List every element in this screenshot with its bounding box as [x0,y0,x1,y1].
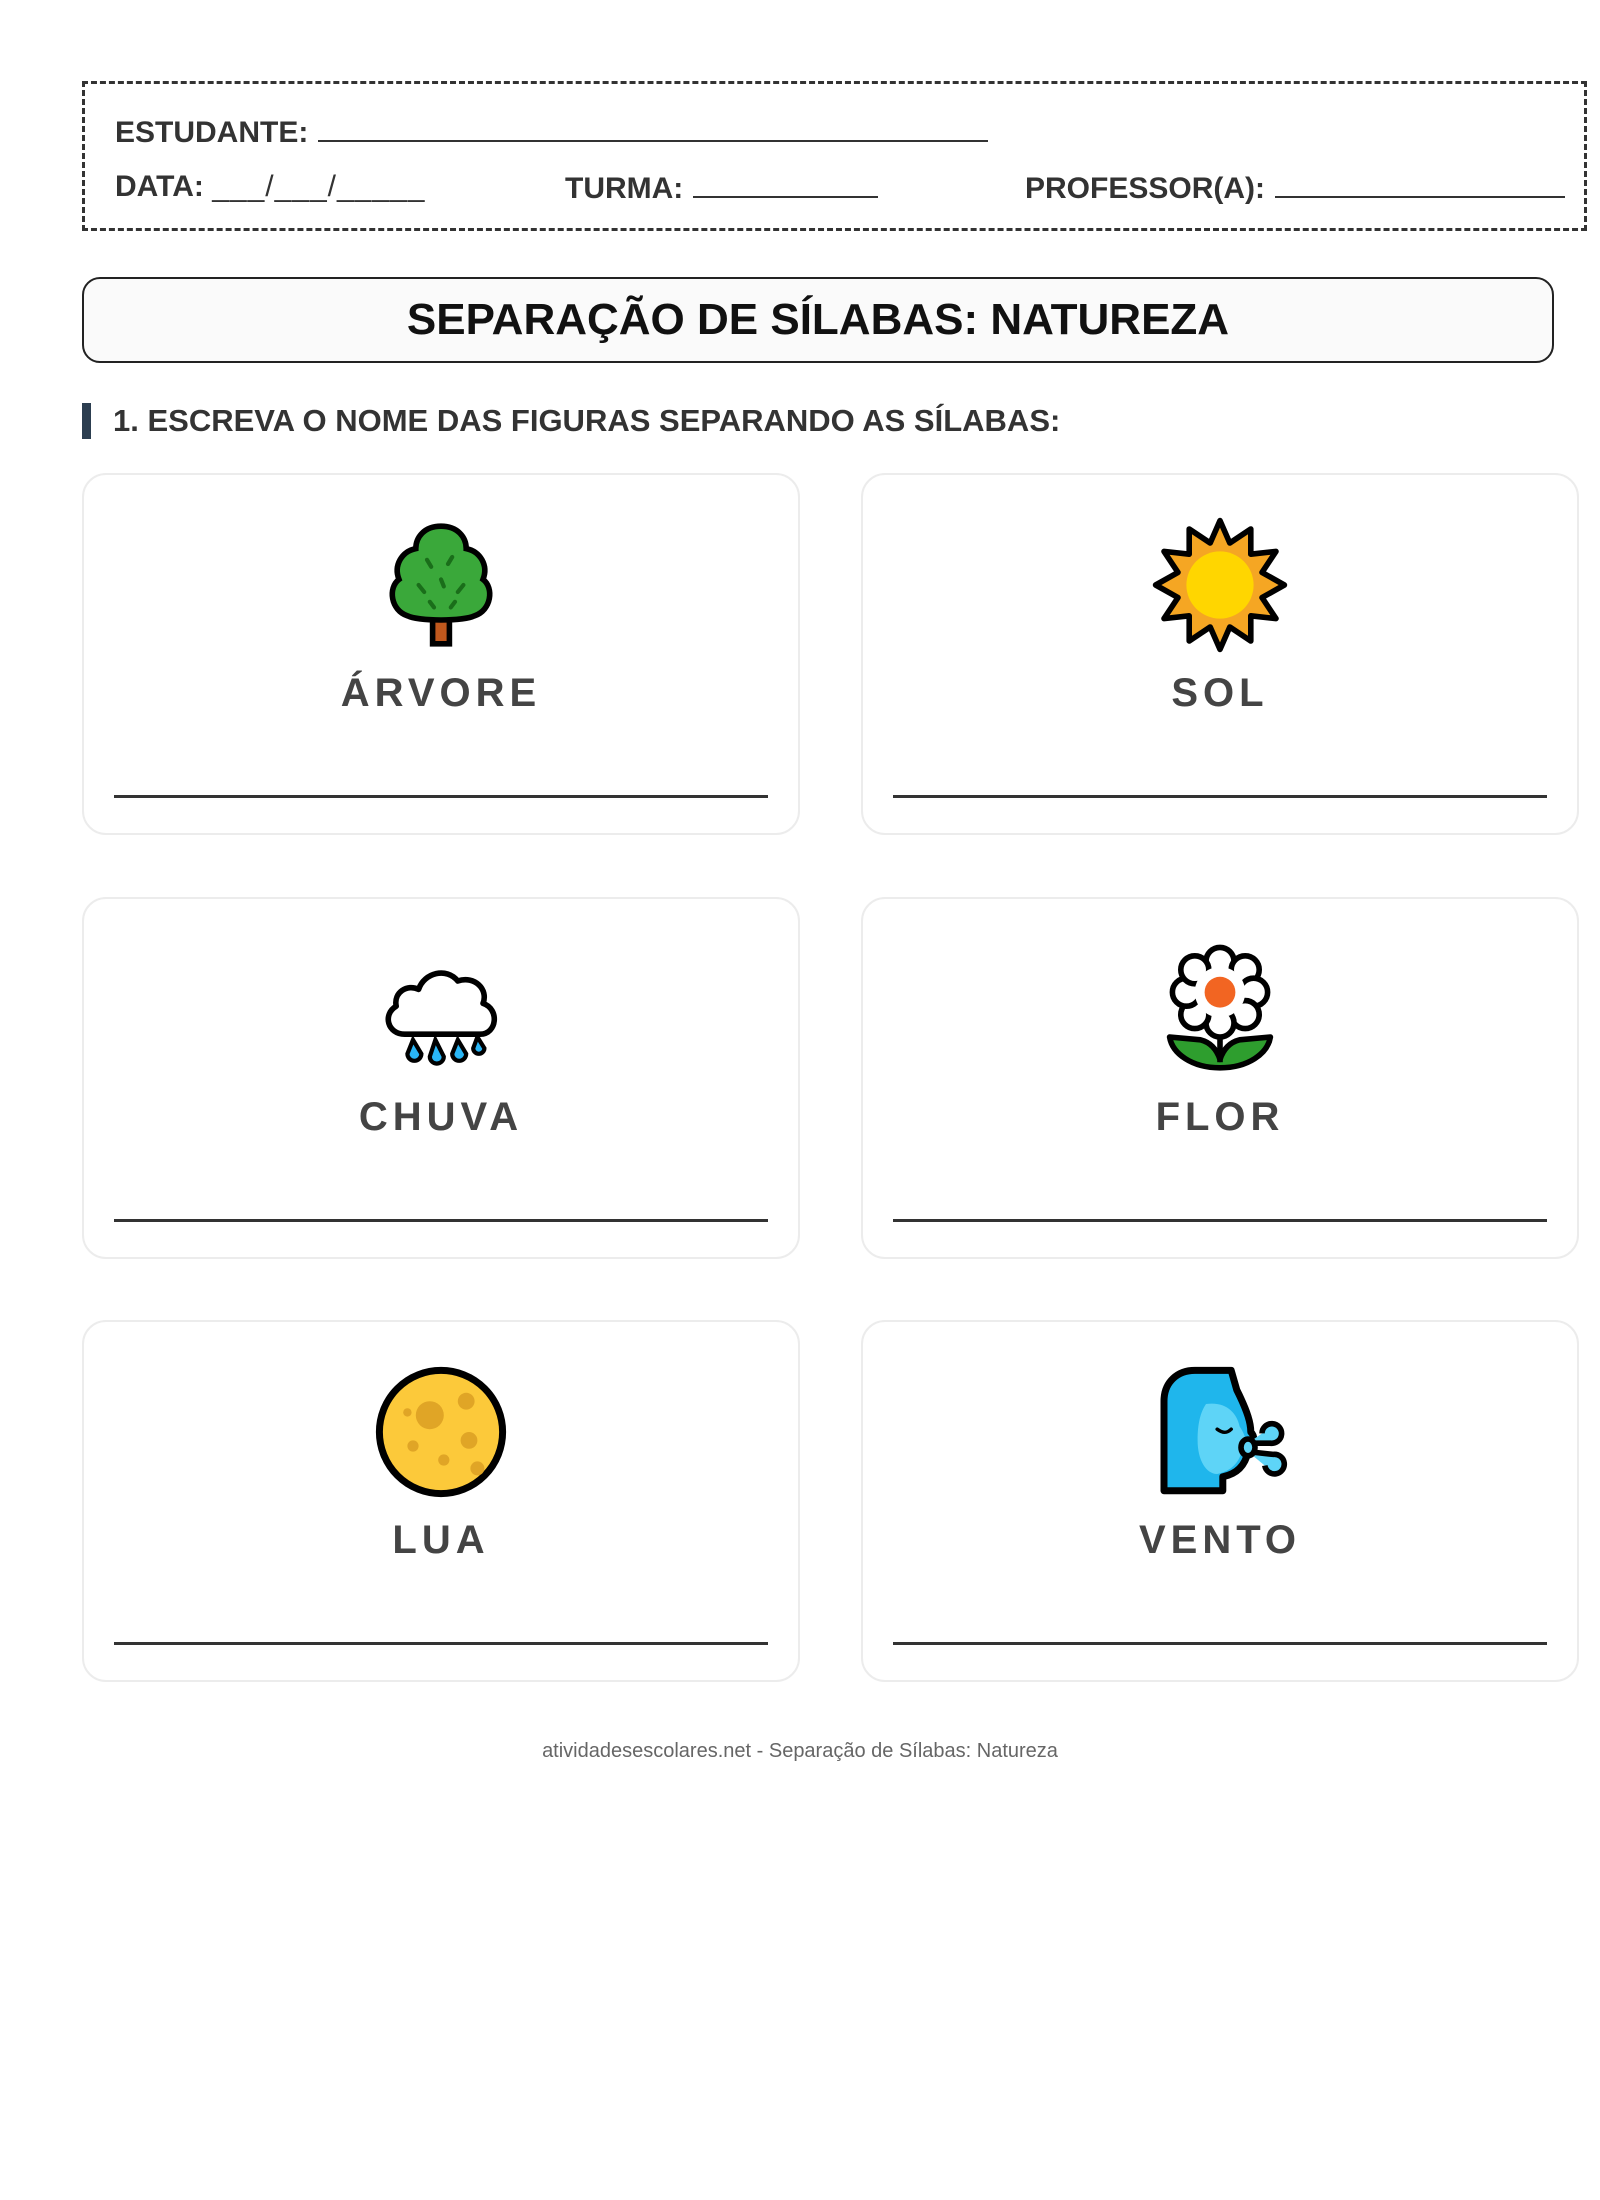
card-word: CHUVA [358,1095,524,1139]
card-word: VENTO [1138,1518,1302,1562]
date-blank[interactable]: ___/___/_____ [212,170,426,203]
card-flor [861,897,1579,1259]
question-heading [82,401,1060,441]
teacher-line[interactable] [1275,170,1565,198]
answer-line[interactable] [114,1642,768,1645]
card-sol [861,473,1579,835]
student-label: ESTUDANTE: [115,116,309,149]
date-field[interactable] [115,170,425,204]
card-word: ÁRVORE [340,671,542,715]
page-title: SEPARAÇÃO DE SÍLABAS: NATUREZA [406,295,1230,344]
moon-icon [371,1362,511,1502]
answer-line[interactable] [893,1219,1547,1222]
student-info-box [82,81,1587,231]
footer-credit: atividadesescolares.net - Separação de Sílabas: Natureza [542,1740,1058,1762]
teacher-field[interactable] [1025,170,1565,206]
date-label: DATA: [115,170,204,203]
card-word: SOL [1171,671,1269,715]
student-field[interactable] [115,114,988,150]
card-word: FLOR [1155,1095,1285,1139]
class-label: TURMA: [565,172,684,205]
card-word: LUA [392,1518,490,1562]
teacher-label: PROFESSOR(A): [1025,172,1265,205]
title-box [82,277,1554,363]
card-chuva [82,897,800,1259]
tree-icon [371,515,511,655]
class-field[interactable] [565,170,878,206]
answer-line[interactable] [893,795,1547,798]
wind-face-icon [1150,1362,1290,1502]
answer-line[interactable] [893,1642,1547,1645]
card-lua [82,1320,800,1682]
answer-line[interactable] [114,795,768,798]
card-arvore [82,473,800,835]
flower-icon [1150,939,1290,1079]
rain-cloud-icon [371,939,511,1079]
answer-line[interactable] [114,1219,768,1222]
student-line[interactable] [318,114,988,142]
sun-icon [1150,515,1290,655]
card-vento [861,1320,1579,1682]
question-text: 1. ESCREVA O NOME DAS FIGURAS SEPARANDO AS SÍLABAS: [113,403,1061,438]
class-line[interactable] [693,170,878,198]
question-marker [82,403,91,439]
